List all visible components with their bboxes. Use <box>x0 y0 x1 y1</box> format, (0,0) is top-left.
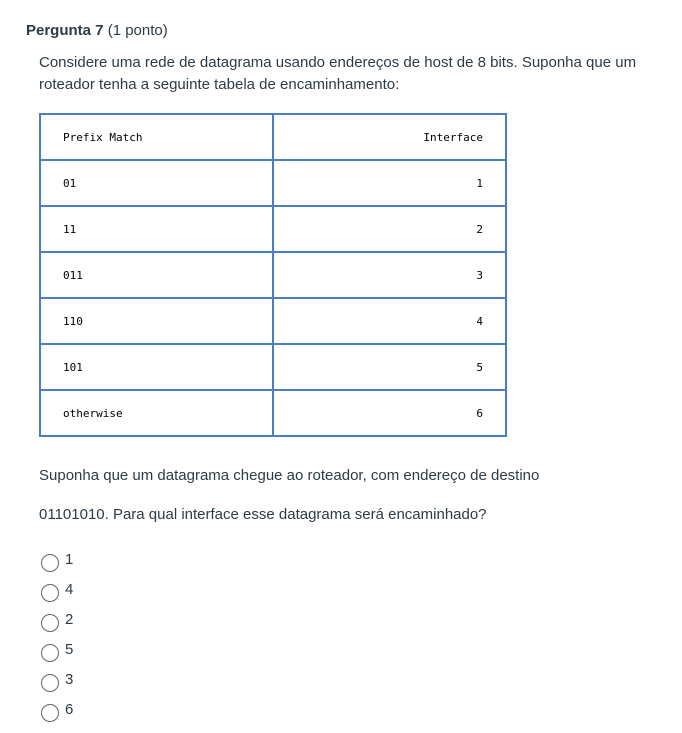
question-points: (1 ponto) <box>107 22 168 39</box>
interface-cell: 4 <box>273 298 506 344</box>
radio-button[interactable] <box>41 584 59 602</box>
question-header <box>26 22 168 39</box>
answer-options <box>41 546 73 726</box>
answer-option[interactable] <box>41 696 73 726</box>
answer-option[interactable] <box>41 546 73 576</box>
radio-button[interactable] <box>41 704 59 722</box>
prefix-cell: otherwise <box>40 390 273 436</box>
answer-option[interactable] <box>41 576 73 606</box>
radio-button[interactable] <box>41 554 59 572</box>
column-header-interface: Interface <box>273 114 506 160</box>
prefix-cell: 01 <box>40 160 273 206</box>
table-row <box>40 344 506 390</box>
forwarding-table <box>39 113 507 437</box>
table-row <box>40 206 506 252</box>
question-title: Pergunta 7 <box>26 22 104 39</box>
question-paragraph-destination: Suponha que um datagrama chegue ao roteador, com endereço de destino <box>39 467 540 484</box>
prefix-cell: 11 <box>40 206 273 252</box>
answer-option[interactable] <box>41 666 73 696</box>
answer-option-label: 3 <box>65 670 74 688</box>
prefix-cell: 101 <box>40 344 273 390</box>
answer-option-label: 5 <box>65 640 74 658</box>
answer-option[interactable] <box>41 606 73 636</box>
answer-option-label: 6 <box>65 700 74 718</box>
interface-cell: 5 <box>273 344 506 390</box>
table-row <box>40 298 506 344</box>
interface-cell: 1 <box>273 160 506 206</box>
interface-cell: 2 <box>273 206 506 252</box>
radio-button[interactable] <box>41 674 59 692</box>
column-header-prefix-match: Prefix Match <box>40 114 273 160</box>
question-intro: Considere uma rede de datagrama usando endereços de host de 8 bits. Suponha que um roteador tenha a seguinte tabela de encaminhamento: <box>39 54 637 93</box>
answer-option-label: 2 <box>65 610 74 628</box>
question-paragraph-prompt: 01101010. Para qual interface esse datagrama será encaminhado? <box>39 506 487 523</box>
table-row <box>40 252 506 298</box>
table-row <box>40 390 506 436</box>
answer-option-label: 4 <box>65 580 74 598</box>
answer-option-label: 1 <box>65 550 74 568</box>
radio-button[interactable] <box>41 614 59 632</box>
answer-option[interactable] <box>41 636 73 666</box>
table-row <box>40 160 506 206</box>
prefix-cell: 110 <box>40 298 273 344</box>
prefix-cell: 011 <box>40 252 273 298</box>
interface-cell: 3 <box>273 252 506 298</box>
radio-button[interactable] <box>41 644 59 662</box>
table-header-row <box>40 114 506 160</box>
interface-cell: 6 <box>273 390 506 436</box>
